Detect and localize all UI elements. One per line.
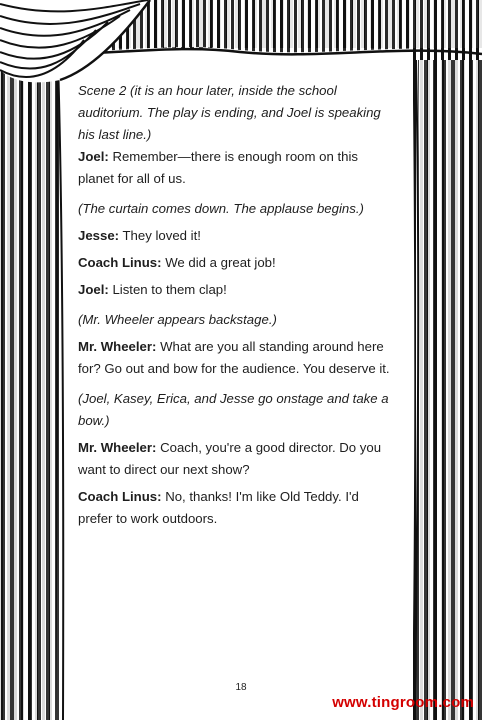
stage-direction: (Mr. Wheeler appears backstage.) [78, 312, 277, 327]
speaker-name: Joel: [78, 149, 109, 164]
right-curtain-panel [412, 0, 482, 720]
stage-direction: (Joel, Kasey, Erica, and Jesse go onstage and take a bow.) [78, 391, 389, 428]
speaker-name: Coach Linus: [78, 255, 162, 270]
speaker-name: Joel: [78, 282, 109, 297]
dialogue-text: Coach, you're a good director. Do you want to direct our next show? [78, 440, 382, 477]
stage-direction: (The curtain comes down. The applause begins.) [78, 201, 364, 216]
script-text [78, 80, 396, 530]
dialogue-line [78, 437, 396, 481]
watermark-link[interactable]: www.tingroom.com [332, 694, 474, 711]
dialogue-text: We did a great job! [161, 255, 276, 270]
speaker-name: Mr. Wheeler: [78, 440, 157, 455]
dialogue-text: They loved it! [119, 228, 201, 243]
speaker-name: Mr. Wheeler: [78, 339, 157, 354]
dialogue-text: No, thanks! I'm like Old Teddy. I'd prefer to work outdoors. [78, 489, 359, 526]
dialogue-line [78, 336, 396, 380]
dialogue-text: Remember—there is enough room on this planet for all of us. [78, 149, 358, 186]
dialogue-line [78, 486, 396, 530]
dialogue-line [78, 252, 396, 274]
scene-heading: Scene 2 (it is an hour later, inside the school auditorium. The play is ending, and Joel is speaking his last line.) [78, 83, 381, 142]
speaker-name: Jesse: [78, 228, 120, 243]
page-number: 18 [235, 682, 247, 693]
left-curtain-panel [0, 0, 63, 720]
dialogue-text: Listen to them clap! [108, 282, 227, 297]
speaker-name: Coach Linus: [78, 489, 162, 504]
dialogue-text: What are you all standing around here for? Go out and bow for the audience. You deserve it. [78, 339, 390, 376]
dialogue-line [78, 146, 396, 190]
dialogue-line [78, 279, 396, 301]
dialogue-line [78, 225, 396, 247]
